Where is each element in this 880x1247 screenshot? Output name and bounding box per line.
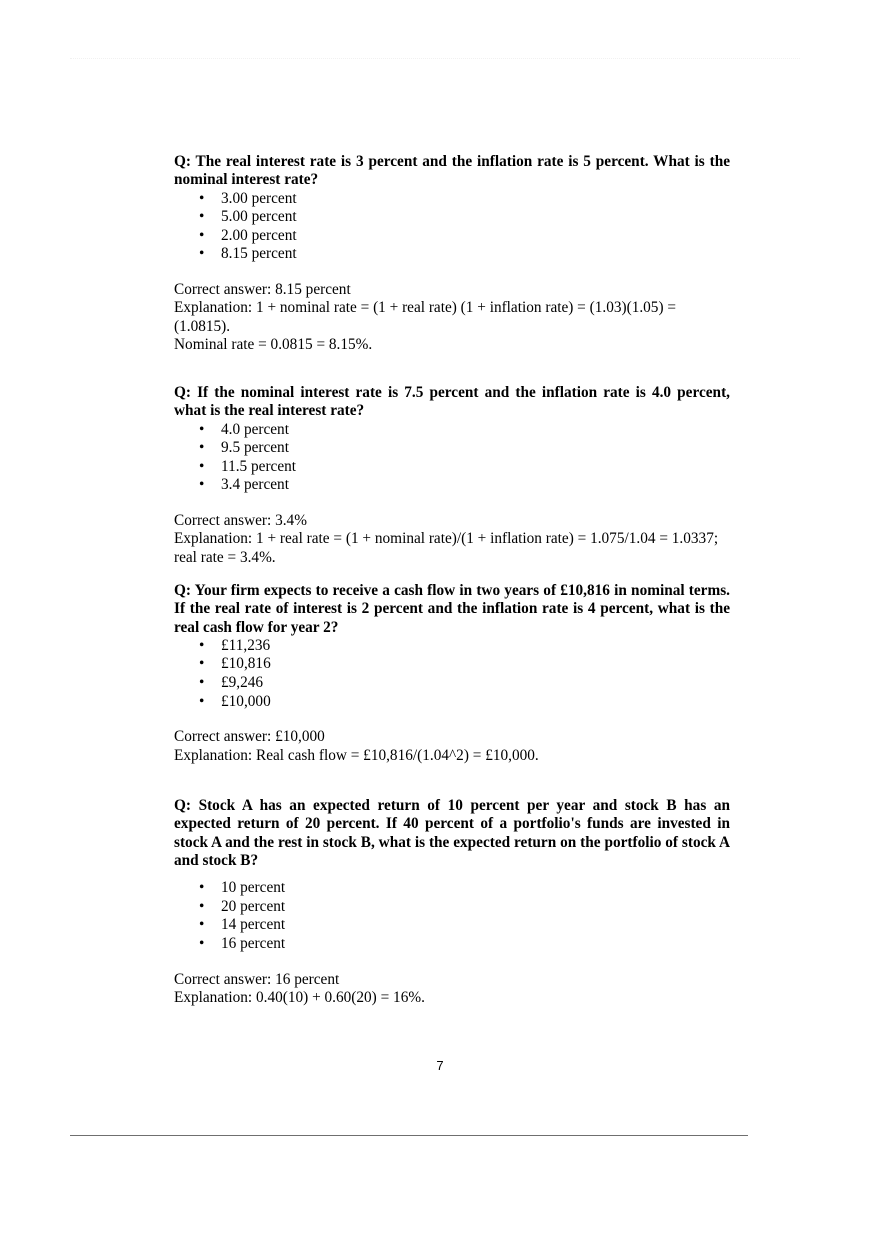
correct-answer: Correct answer: 8.15 percent [174,280,351,298]
option-list [174,190,730,264]
explanation: Explanation: Real cash flow = £10,816/(1.04^2) = £10,000. [174,746,539,764]
option-label: 8.15 percent [221,245,297,263]
bullet-icon: • [199,439,205,457]
option-item [174,916,730,935]
answer-block [174,728,730,765]
bullet-icon: • [199,208,205,226]
option-label: 10 percent [221,879,286,897]
bullet-icon: • [199,879,205,897]
option-item [174,421,730,440]
option-item [174,879,730,898]
option-label: 11.5 percent [221,457,297,475]
option-list [174,879,730,953]
option-label: 3.4 percent [221,476,289,494]
option-item [174,655,730,674]
question-text: Q: Stock A has an expected return of 10 percent per year and stock B has an expected return of 20 percent. If 40 percent of a portfolio's funds are invested in stock A and the rest in stock B, what is the expected return on the portfolio of stock A and stock B? [174,797,730,869]
option-item [174,476,730,495]
bullet-icon: • [199,636,205,654]
option-item [174,674,730,693]
option-label: 5.00 percent [221,208,297,226]
bullet-icon: • [199,897,205,915]
bullet-icon: • [199,674,205,692]
explanation: Explanation: 0.40(10) + 0.60(20) = 16%. [174,988,425,1006]
option-item [174,245,730,264]
option-item [174,458,730,477]
option-label: 2.00 percent [221,226,297,244]
option-item [174,935,730,954]
bullet-icon: • [199,934,205,952]
question-block-4 [174,797,730,1007]
answer-block [174,971,730,1008]
answer-block [174,281,730,354]
option-item [174,227,730,246]
bullet-icon: • [199,189,205,207]
bullet-icon: • [199,692,205,710]
option-list [174,637,730,711]
bullet-icon: • [199,226,205,244]
question-text: Q: If the nominal interest rate is 7.5 percent and the inflation rate is 4.0 percent, what is the real interest rate? [174,384,730,420]
footer-rule [70,1135,748,1136]
option-label: 14 percent [221,916,286,934]
option-label: 20 percent [221,897,286,915]
explanation: Explanation: 1 + nominal rate = (1 + real rate) (1 + inflation rate) = (1.03)(1.05) = (1.0815). [174,299,677,335]
bullet-icon: • [199,476,205,494]
question-text: Q: Your firm expects to receive a cash flow in two years of £10,816 in nominal terms. If the real rate of interest is 2 percent and the inflation rate is 4 percent, what is the real cash flow for year 2? [174,582,730,636]
header-rule [70,58,800,59]
option-label: 3.00 percent [221,189,297,207]
option-item [174,693,730,712]
option-label: £10,816 [221,655,271,673]
correct-answer: Correct answer: £10,000 [174,728,325,746]
option-item [174,439,730,458]
bullet-icon: • [199,916,205,934]
bullet-icon: • [199,420,205,438]
option-list [174,421,730,495]
option-item [174,190,730,209]
option-item [174,898,730,917]
option-label: £10,000 [221,692,271,710]
option-item [174,637,730,656]
correct-answer: Correct answer: 16 percent [174,970,340,988]
bullet-icon: • [199,245,205,263]
option-label: £9,246 [221,674,264,692]
explanation-continued: Nominal rate = 0.0815 = 8.15%. [174,335,373,353]
question-block-1 [174,153,730,354]
correct-answer: Correct answer: 3.4% [174,511,307,529]
option-label: 9.5 percent [221,439,289,457]
answer-block [174,512,730,567]
option-item [174,208,730,227]
question-block-3 [174,582,730,765]
question-text: Q: The real interest rate is 3 percent and the inflation rate is 5 percent. What is the nominal interest rate? [174,153,730,189]
bullet-icon: • [199,655,205,673]
explanation: Explanation: 1 + real rate = (1 + nominal rate)/(1 + inflation rate) = 1.075/1.04 = 1.0337; real rate = 3.4%. [174,530,719,566]
bullet-icon: • [199,457,205,475]
option-label: 4.0 percent [221,420,289,438]
option-label: £11,236 [221,636,271,654]
option-label: 16 percent [221,934,286,952]
page-number: 7 [436,1058,444,1073]
question-block-2 [174,384,730,567]
